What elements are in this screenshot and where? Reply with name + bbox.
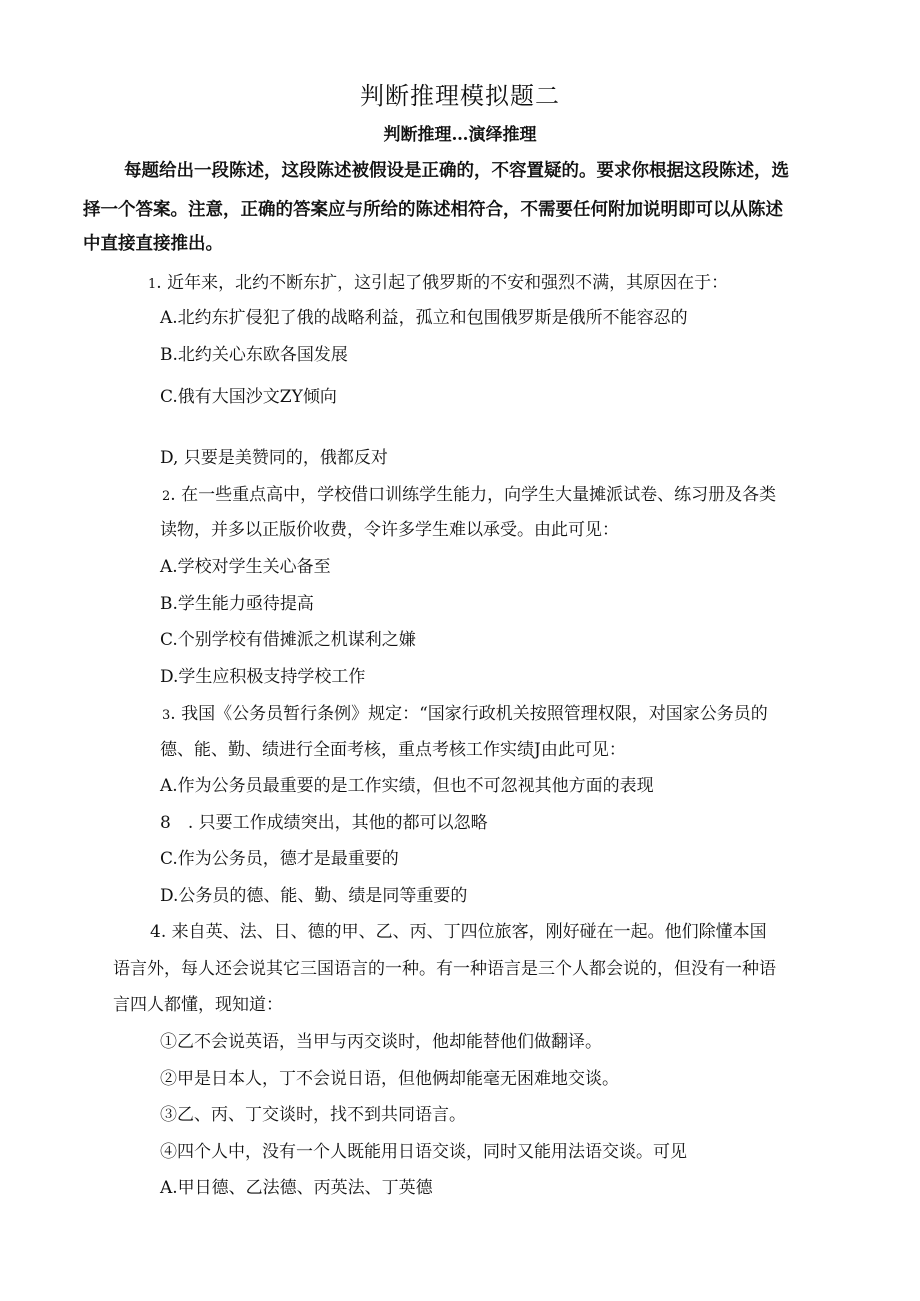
question-1-number: 1 bbox=[148, 277, 157, 292]
question-4-condition-3: ③乙、丙、丁交谈时，找不到共同语言。 bbox=[160, 1105, 466, 1125]
instructions-line-1: 每题给出一段陈述，这段陈述被假设是正确的，不容置疑的。要求你根据这段陈述，选 bbox=[124, 161, 789, 181]
question-3-option-d: D.公务员的德、能、勤、绩是同等重要的 bbox=[160, 886, 468, 906]
question-4-condition-4: ④四个人中，没有一个人既能用日语交谈，同时又能用法语交谈。可见 bbox=[160, 1142, 687, 1162]
question-1-option-c: C.俄有大国沙文ZY倾向 bbox=[160, 387, 337, 407]
question-3-text: . 我国《公务员暂行条例》规定：“国家行政机关按照管理权限，对国家公务员的 bbox=[170, 704, 768, 724]
question-1-option-d: D, 只要是美赞同的，俄都反对 bbox=[160, 448, 388, 468]
question-1-stem bbox=[148, 272, 728, 296]
question-4-condition-2: ②甲是日本人，丁不会说日语，但他俩却能毫无困难地交谈。 bbox=[160, 1069, 619, 1089]
question-3-option-a: A.作为公务员最重要的是工作实绩，但也不可忽视其他方面的表现 bbox=[160, 776, 654, 796]
question-4-stem-cont-1: 语言外，每人还会说其它三国语言的一种。有一种语言是三个人都会说的，但没有一种语 bbox=[113, 959, 776, 979]
question-2-stem-cont: 读物，并多以正版价收费，令许多学生难以承受。由此可见： bbox=[160, 520, 619, 540]
question-4-stem-cont-2: 言四人都懂，现知道： bbox=[113, 995, 283, 1015]
question-2-option-d: D.学生应积极支持学校工作 bbox=[160, 667, 366, 687]
question-4-condition-1: ①乙不会说英语，当甲与丙交谈时，他却能替他们做翻译。 bbox=[160, 1032, 602, 1052]
question-1-option-a: A.北约东扩侵犯了俄的战略利益，孤立和包围俄罗斯是俄所不能容忍的 bbox=[160, 308, 688, 328]
question-2-stem bbox=[162, 484, 776, 508]
question-3-option-c: C.作为公务员，德才是最重要的 bbox=[160, 849, 399, 869]
question-4-text: . 来自英、法、日、德的甲、乙、丙、丁四位旅客，刚好碰在一起。他们除懂本国 bbox=[160, 922, 767, 942]
question-4-number: 4 bbox=[150, 922, 161, 942]
question-2-option-b: B.学生能力亟待提高 bbox=[160, 594, 314, 614]
question-3-stem bbox=[162, 703, 768, 727]
question-3-number: 3 bbox=[162, 708, 171, 723]
document-title: 判断推理模拟题二 bbox=[360, 82, 560, 110]
question-4-option-a: A.甲日德、乙法德、丙英法、丁英德 bbox=[160, 1178, 433, 1198]
instructions-line-3: 中直接直接推出。 bbox=[83, 234, 223, 254]
question-2-option-a: A.学校对学生关心备至 bbox=[160, 557, 331, 577]
question-1-text: . 近年来，北约不断东扩，这引起了俄罗斯的不安和强烈不满，其原因在于： bbox=[156, 273, 729, 293]
section-subtitle: 判断推理…演绎推理 bbox=[383, 125, 537, 145]
question-2-number: 2 bbox=[162, 489, 171, 504]
instructions-line-2: 择一个答案。注意，正确的答案应与所给的陈述相符合，不需要任何附加说明即可以从陈述 bbox=[83, 200, 783, 220]
question-2-option-c: C.个别学校有借摊派之机谋利之嫌 bbox=[160, 630, 416, 650]
question-1-option-b: B.北约关心东欧各国发展 bbox=[160, 345, 348, 365]
question-2-text: . 在一些重点高中，学校借口训练学生能力，向学生大量摊派试卷、练习册及各类 bbox=[170, 485, 777, 505]
question-3-option-b: 8 . 只要工作成绩突出，其他的都可以忽略 bbox=[160, 813, 488, 833]
question-3-stem-cont: 德、能、勤、绩进行全面考核，重点考核工作实绩J由此可见： bbox=[160, 740, 626, 760]
question-4-stem bbox=[150, 921, 767, 943]
